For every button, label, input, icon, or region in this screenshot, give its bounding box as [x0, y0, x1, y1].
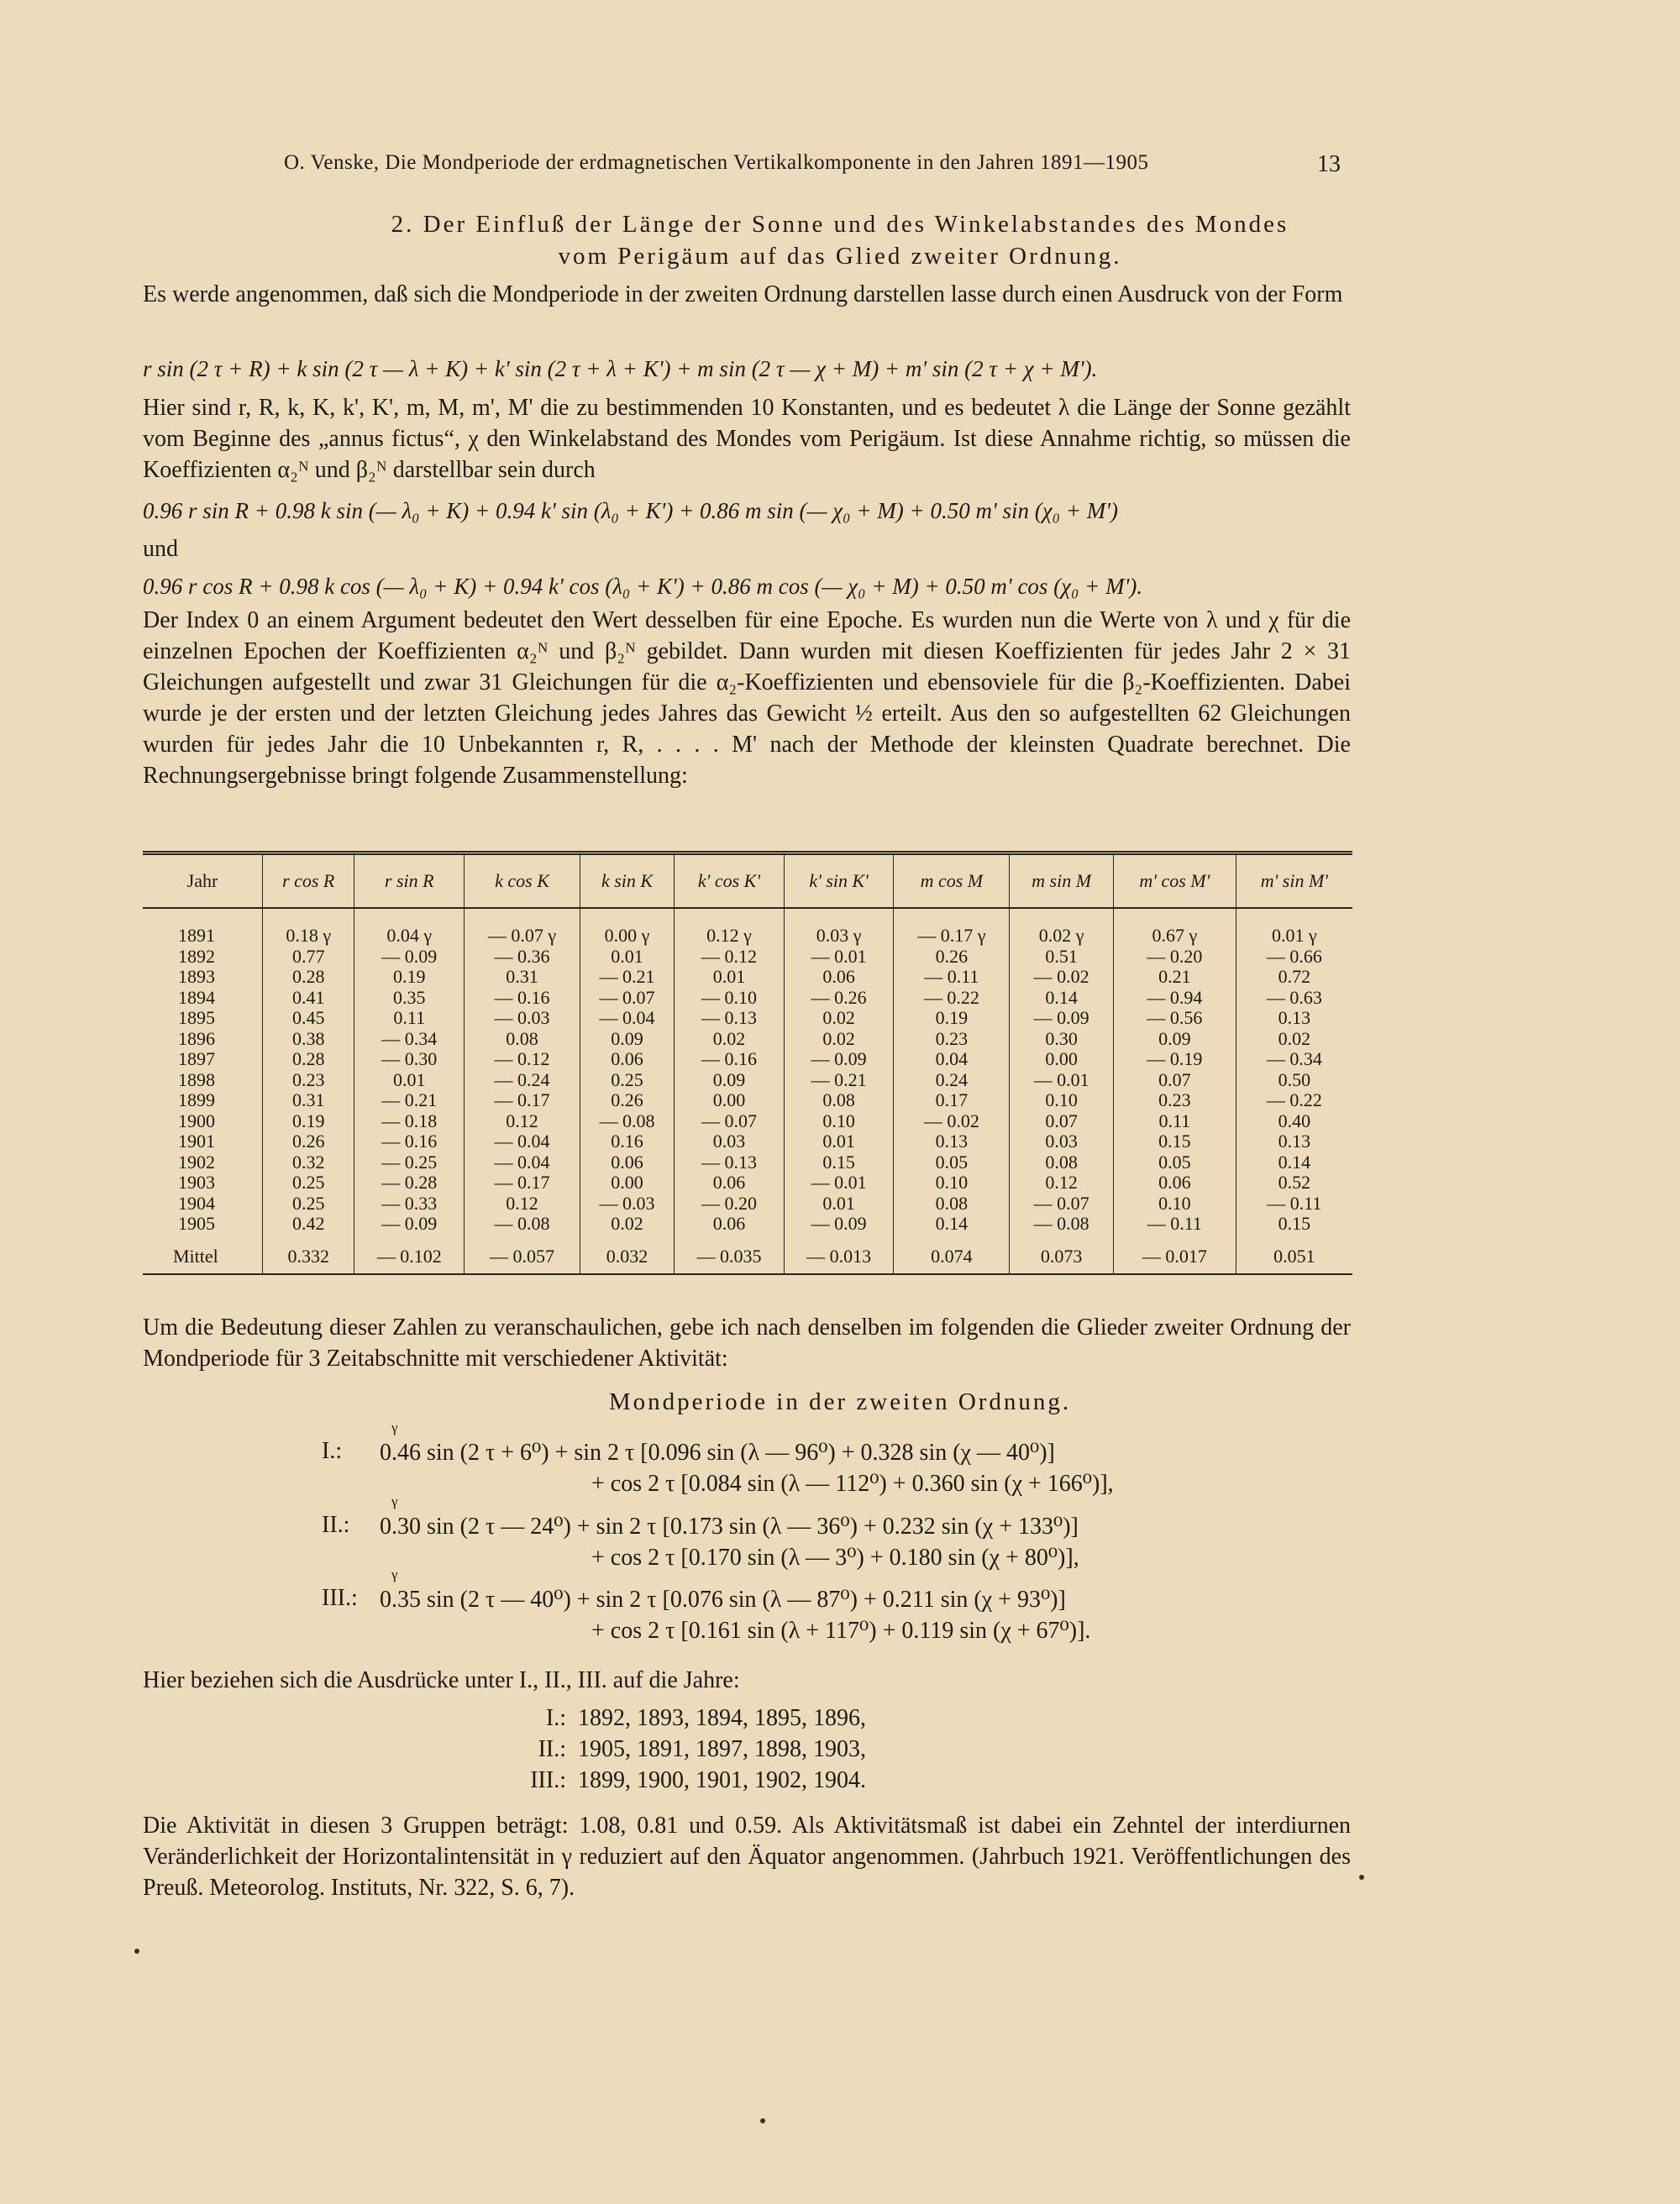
value-cell: 0.02 γ [1010, 908, 1114, 947]
gamma-superscript: γ [391, 1419, 398, 1435]
value-cell: 0.26 [894, 947, 1010, 968]
value-cell: 0.31 [465, 967, 580, 988]
value-cell: 0.52 [1236, 1173, 1352, 1194]
expression-line1: 0.35 sin (2 τ — 40⁰) + sin 2 τ [0.076 sin (λ — 87⁰) + 0.211 sin (χ + 93⁰)] [380, 1587, 1066, 1613]
value-cell: — 0.04 [580, 1008, 674, 1029]
value-cell: 0.25 [580, 1070, 674, 1091]
value-cell: 0.02 [1236, 1029, 1352, 1050]
value-cell: — 0.13 [675, 1008, 785, 1029]
value-cell: — 0.07 [580, 988, 674, 1009]
paper-speck [134, 1949, 139, 1954]
value-cell: — 0.94 [1114, 988, 1236, 1009]
formula-sin: 0.96 r sin R + 0.98 k sin (— λ₀ + K) + 0.94 k' sin (λ₀ + K') + 0.86 m sin (— χ₀ + M) + 0.50 m' sin (χ₀ + M') [143, 498, 1118, 523]
value-cell: 0.00 γ [580, 908, 674, 947]
value-cell: 0.02 [784, 1029, 894, 1050]
value-cell: 0.15 [784, 1152, 894, 1173]
expression-line1: 0.30 sin (2 τ — 24⁰) + sin 2 τ [0.173 sin (λ — 36⁰) + 0.232 sin (χ + 133⁰)] [380, 1514, 1079, 1540]
value-cell: 0.05 [1114, 1152, 1236, 1173]
value-cell: — 0.08 [465, 1214, 580, 1235]
value-cell: 0.08 [465, 1029, 580, 1050]
value-cell: 0.08 [894, 1194, 1010, 1215]
value-cell: 0.04 [894, 1049, 1010, 1070]
year-cell: 1903 [178, 1172, 215, 1194]
table-row [143, 1131, 1352, 1152]
value-cell: 0.17 [894, 1090, 1010, 1111]
value-cell: 0.38 [263, 1029, 354, 1050]
value-cell: 0.40 [1236, 1111, 1352, 1132]
value-cell: — 0.09 [784, 1049, 894, 1070]
value-cell: 0.12 [465, 1194, 580, 1215]
value-cell: — 0.34 [354, 1029, 465, 1050]
value-cell: 0.12 γ [675, 908, 785, 947]
value-cell: — 0.02 [1010, 967, 1114, 988]
mean-value: — 0.035 [675, 1235, 785, 1275]
value-cell: 0.19 [263, 1111, 354, 1132]
table-row [143, 1214, 1352, 1235]
value-cell: — 0.21 [354, 1090, 465, 1111]
page-number: 13 [1317, 151, 1341, 177]
value-cell: 0.72 [1236, 967, 1352, 988]
value-cell: 0.01 γ [1236, 908, 1352, 947]
col-header: Jahr [143, 853, 263, 909]
formula-cos: 0.96 r cos R + 0.98 k cos (— λ₀ + K) + 0.94 k' cos (λ₀ + K') + 0.86 m cos (— χ₀ + M) + 0.50 m' cos (χ₀ + M'). [143, 574, 1143, 599]
table-row [143, 1029, 1352, 1050]
value-cell: 0.06 [1114, 1173, 1236, 1194]
value-cell: 0.01 [784, 1131, 894, 1152]
value-cell: 0.23 [263, 1070, 354, 1091]
value-cell: 0.10 [784, 1111, 894, 1132]
value-cell: — 0.13 [675, 1152, 785, 1173]
value-cell: 0.00 [1010, 1049, 1114, 1070]
value-cell: — 0.03 [465, 1008, 580, 1029]
value-cell: — 0.33 [354, 1194, 465, 1215]
mean-value: — 0.013 [784, 1235, 894, 1275]
mean-value: — 0.102 [354, 1235, 465, 1275]
year-group-label: II.: [538, 1736, 566, 1762]
table-row [143, 1111, 1352, 1132]
value-cell: — 0.07 [1010, 1194, 1114, 1215]
year-cell: 1901 [178, 1131, 215, 1152]
value-cell: 0.11 [1114, 1111, 1236, 1132]
value-cell: — 0.20 [1114, 947, 1236, 968]
results-table [143, 851, 1352, 1275]
table-row [143, 1049, 1352, 1070]
value-cell: — 0.04 [465, 1152, 580, 1173]
value-cell: — 0.56 [1114, 1008, 1236, 1029]
table-row [143, 947, 1352, 968]
value-cell: 0.31 [263, 1090, 354, 1111]
col-header: m' cos M' [1114, 853, 1236, 909]
value-cell: — 0.07 γ [465, 908, 580, 947]
mean-value: 0.032 [580, 1235, 674, 1275]
expression-label: I.: [322, 1438, 343, 1464]
year-cell: 1891 [178, 925, 215, 947]
expression-line2: + cos 2 τ [0.161 sin (λ + 117⁰) + 0.119 sin (χ + 67⁰)]. [591, 1618, 1091, 1644]
value-cell: — 0.08 [580, 1111, 674, 1132]
value-cell: — 0.17 [465, 1173, 580, 1194]
value-cell: — 0.63 [1236, 988, 1352, 1009]
value-cell: 0.07 [1010, 1111, 1114, 1132]
value-cell: 0.09 [675, 1070, 785, 1091]
value-cell: — 0.20 [675, 1194, 785, 1215]
value-cell: 0.41 [263, 988, 354, 1009]
value-cell: 0.32 [263, 1152, 354, 1173]
value-cell: 0.21 [1114, 967, 1236, 988]
value-cell: — 0.17 [465, 1090, 580, 1111]
col-header: m' sin M' [1236, 853, 1352, 909]
value-cell: — 0.30 [354, 1049, 465, 1070]
value-cell: — 0.25 [354, 1152, 465, 1173]
paragraph-constants: Hier sind r, R, k, K, k', K', m, M, m', M' die zu bestimmenden 10 Konstanten, und es bedeutet λ die Länge der Sonne gezählt vom Beginne des „annus fictus“, χ den Winkelabstand des Mondes vom Perigäum. Ist diese Annahme richtig, so müssen die Koeffizienten α₂ᴺ und β₂ᴺ darstellbar sein durch [143, 395, 1351, 483]
value-cell: 0.06 [580, 1049, 674, 1070]
formula-form: r sin (2 τ + R) + k sin (2 τ — λ + K) + k' sin (2 τ + λ + K') + m sin (2 τ — χ + M) + m' sin (2 τ + χ + M'). [143, 356, 1098, 381]
paragraph-illustration: Um die Bedeutung dieser Zahlen zu veranschaulichen, gebe ich nach denselben im folgenden die Glieder zweiter Ordnung der Mondperiode für 3 Zeitabschnitte mit verschiedener Aktivität: [143, 1315, 1351, 1372]
col-header: r sin R [354, 853, 465, 909]
value-cell: 0.02 [784, 1008, 894, 1029]
value-cell: 0.13 [894, 1131, 1010, 1152]
value-cell: 0.04 γ [354, 908, 465, 947]
value-cell: — 0.22 [1236, 1090, 1352, 1111]
value-cell: 0.42 [263, 1214, 354, 1235]
value-cell: 0.25 [263, 1173, 354, 1194]
value-cell: — 0.10 [675, 988, 785, 1009]
table-row [143, 1173, 1352, 1194]
value-cell: 0.19 [894, 1008, 1010, 1029]
value-cell: 0.02 [675, 1029, 785, 1050]
subtitle-mondperiode: Mondperiode in der zweiten Ordnung. [608, 1388, 1072, 1415]
expression-line1: 0.46 sin (2 τ + 6⁰) + sin 2 τ [0.096 sin (λ — 96⁰) + 0.328 sin (χ — 40⁰)] [380, 1440, 1055, 1466]
value-cell: 0.10 [1010, 1090, 1114, 1111]
table-row [143, 1090, 1352, 1111]
gamma-superscript: γ [391, 1566, 398, 1582]
mean-value: 0.332 [263, 1235, 354, 1275]
value-cell: — 0.11 [1114, 1214, 1236, 1235]
value-cell: 0.01 [675, 967, 785, 988]
year-cell: 1899 [178, 1089, 215, 1111]
value-cell: 0.15 [1236, 1214, 1352, 1235]
value-cell: 0.51 [1010, 947, 1114, 968]
year-cell: 1893 [178, 966, 215, 988]
value-cell: 0.67 γ [1114, 908, 1236, 947]
value-cell: — 0.26 [784, 988, 894, 1009]
value-cell: — 0.04 [465, 1131, 580, 1152]
value-cell: — 0.19 [1114, 1049, 1236, 1070]
year-group-label: III.: [530, 1767, 566, 1793]
value-cell: — 0.11 [1236, 1194, 1352, 1215]
year-cell: 1900 [178, 1110, 215, 1131]
value-cell: 0.26 [580, 1090, 674, 1111]
value-cell: 0.77 [263, 947, 354, 968]
value-cell: 0.00 [675, 1090, 785, 1111]
value-cell: — 0.01 [784, 947, 894, 968]
table-header-row [143, 853, 1352, 909]
year-group-list: 1899, 1900, 1901, 1902, 1904. [578, 1767, 866, 1793]
value-cell: 0.12 [465, 1111, 580, 1132]
table-row [143, 967, 1352, 988]
table-row [143, 1152, 1352, 1173]
value-cell: — 0.36 [465, 947, 580, 968]
paragraph-intro: Es werde angenommen, daß sich die Mondperiode in der zweiten Ordnung darstellen lasse durch einen Ausdruck von der Form [143, 281, 1343, 307]
value-cell: 0.11 [354, 1008, 465, 1029]
year-cell: 1902 [178, 1151, 215, 1173]
paragraph-activity: Die Aktivität in diesen 3 Gruppen beträgt: 1.08, 0.81 und 0.59. Als Aktivitätsmaß ist dabei ein Zehntel der interdiurnen Veränderlichkeit der Horizontalintensität in γ reduziert auf den Äquator angenommen. (Jahrbuch 1921. Veröffentlichungen des Preuß. Meteorolog. Instituts, Nr. 322, S. 6, 7). [143, 1813, 1351, 1901]
value-cell: — 0.01 [1010, 1070, 1114, 1091]
value-cell: 0.10 [1114, 1194, 1236, 1215]
value-cell: 0.23 [1114, 1090, 1236, 1111]
value-cell: 0.12 [1010, 1173, 1114, 1194]
col-header: k cos K [465, 853, 580, 909]
mean-value: 0.051 [1236, 1235, 1352, 1275]
value-cell: 0.01 [580, 947, 674, 968]
value-cell: — 0.21 [580, 967, 674, 988]
col-header: k' sin K' [784, 853, 894, 909]
mean-row [143, 1235, 1352, 1275]
year-cell: 1898 [178, 1068, 215, 1090]
value-cell: 0.14 [1236, 1152, 1352, 1173]
value-cell: 0.24 [894, 1070, 1010, 1091]
value-cell: 0.08 [784, 1090, 894, 1111]
col-header: k sin K [580, 853, 674, 909]
year-cell: 1892 [178, 945, 215, 967]
value-cell: — 0.12 [465, 1049, 580, 1070]
value-cell: 0.28 [263, 967, 354, 988]
table-row [143, 1194, 1352, 1215]
value-cell: — 0.66 [1236, 947, 1352, 968]
year-cell: 1894 [178, 986, 215, 1008]
mean-value: — 0.057 [465, 1235, 580, 1275]
year-group-list: 1892, 1893, 1894, 1895, 1896, [578, 1705, 866, 1731]
value-cell: 0.10 [894, 1173, 1010, 1194]
value-cell: — 0.16 [675, 1049, 785, 1070]
value-cell: — 0.22 [894, 988, 1010, 1009]
value-cell: 0.08 [1010, 1152, 1114, 1173]
value-cell: 0.01 [354, 1070, 465, 1091]
year-cell: 1904 [178, 1192, 215, 1214]
col-header: m cos M [894, 853, 1010, 909]
value-cell: 0.14 [894, 1214, 1010, 1235]
value-cell: 0.02 [580, 1214, 674, 1235]
value-cell: 0.06 [580, 1152, 674, 1173]
value-cell: — 0.16 [354, 1131, 465, 1152]
value-cell: 0.01 [784, 1194, 894, 1215]
value-cell: 0.30 [1010, 1029, 1114, 1050]
value-cell: — 0.34 [1236, 1049, 1352, 1070]
value-cell: — 0.07 [675, 1111, 785, 1132]
value-cell: 0.23 [894, 1029, 1010, 1050]
gamma-superscript: γ [391, 1493, 398, 1509]
col-header: r cos R [263, 853, 354, 909]
table-body [143, 908, 1352, 1274]
value-cell: 0.06 [675, 1173, 785, 1194]
value-cell: 0.03 [1010, 1131, 1114, 1152]
table-row [143, 988, 1352, 1009]
year-cell: 1905 [178, 1213, 215, 1235]
value-cell: — 0.17 γ [894, 908, 1010, 947]
value-cell: 0.50 [1236, 1070, 1352, 1091]
word-und: und [143, 536, 178, 562]
value-cell: 0.14 [1010, 988, 1114, 1009]
col-header: k' cos K' [675, 853, 785, 909]
section-title-line2: vom Perigäum auf das Glied zweiter Ordnung. [558, 243, 1122, 270]
value-cell: — 0.09 [354, 1214, 465, 1235]
value-cell: 0.03 γ [784, 908, 894, 947]
value-cell: — 0.02 [894, 1111, 1010, 1132]
mean-value: — 0.017 [1114, 1235, 1236, 1275]
section-title-line1: 2. Der Einfluß der Länge der Sonne und des Winkelabstandes des Mondes [391, 211, 1289, 238]
value-cell: 0.06 [784, 967, 894, 988]
running-header: O. Venske, Die Mondperiode der erdmagnetischen Vertikalkomponente in den Jahren 1891—1905 [284, 151, 1149, 174]
expression-label: III.: [322, 1585, 358, 1611]
value-cell: 0.28 [263, 1049, 354, 1070]
value-cell: — 0.03 [580, 1194, 674, 1215]
paper-speck [760, 2118, 765, 2123]
value-cell: 0.00 [580, 1173, 674, 1194]
expression-label: II.: [322, 1512, 350, 1538]
value-cell: 0.16 [580, 1131, 674, 1152]
value-cell: 0.18 γ [263, 908, 354, 947]
year-cell: 1895 [178, 1007, 215, 1029]
value-cell: — 0.28 [354, 1173, 465, 1194]
value-cell: 0.19 [354, 967, 465, 988]
value-cell: — 0.24 [465, 1070, 580, 1091]
value-cell: 0.13 [1236, 1008, 1352, 1029]
year-cell: 1896 [178, 1027, 215, 1049]
value-cell: — 0.09 [1010, 1008, 1114, 1029]
paragraph-method: Der Index 0 an einem Argument bedeutet den Wert desselben für eine Epoche. Es wurden nun die Werte von λ und χ für die einzelnen Epochen der Koeffizienten α₂ᴺ und β₂ᴺ gebildet. Dann wurden mit diesen Koeffizienten für jedes Jahr 2 × 31 Gleichungen aufgestellt und zwar 31 Gleichungen für die α₂-Koeffizienten und ebensoviele für die β₂-Koeffizienten. Dabei wurde je der ersten und der letzten Gleichung jedes Jahres das Gewicht ½ erteilt. Aus den so aufgestellten 62 Gleichungen wurden für jedes Jahr die 10 Unbekannten r, R, . . . . M' nach der Methode der kleinsten Quadrate berechnet. Die Rechnungsergebnisse bringt folgende Zusammenstellung: [143, 607, 1351, 789]
value-cell: 0.09 [580, 1029, 674, 1050]
value-cell: — 0.09 [784, 1214, 894, 1235]
value-cell: 0.05 [894, 1152, 1010, 1173]
value-cell: 0.26 [263, 1131, 354, 1152]
col-header: m sin M [1010, 853, 1114, 909]
expression-line2: + cos 2 τ [0.084 sin (λ — 112⁰) + 0.360 sin (χ + 166⁰)], [591, 1471, 1114, 1497]
value-cell: 0.03 [675, 1131, 785, 1152]
value-cell: 0.45 [263, 1008, 354, 1029]
mean-value: 0.074 [894, 1235, 1010, 1275]
value-cell: 0.13 [1236, 1131, 1352, 1152]
table-row [143, 1070, 1352, 1091]
value-cell: 0.25 [263, 1194, 354, 1215]
table-row [143, 1008, 1352, 1029]
value-cell: — 0.11 [894, 967, 1010, 988]
value-cell: — 0.12 [675, 947, 785, 968]
mean-label: Mittel [143, 1235, 263, 1275]
value-cell: 0.15 [1114, 1131, 1236, 1152]
value-cell: — 0.18 [354, 1111, 465, 1132]
value-cell: 0.35 [354, 988, 465, 1009]
value-cell: 0.09 [1114, 1029, 1236, 1050]
value-cell: 0.07 [1114, 1070, 1236, 1091]
value-cell: — 0.16 [465, 988, 580, 1009]
table-row [143, 908, 1352, 947]
value-cell: — 0.01 [784, 1173, 894, 1194]
paragraph-years-intro: Hier beziehen sich die Ausdrücke unter I., II., III. auf die Jahre: [143, 1667, 740, 1693]
paper-speck [1359, 1875, 1364, 1880]
value-cell: — 0.08 [1010, 1214, 1114, 1235]
expression-line2: + cos 2 τ [0.170 sin (λ — 3⁰) + 0.180 sin (χ + 80⁰)], [591, 1545, 1079, 1571]
mean-value: 0.073 [1010, 1235, 1114, 1275]
year-cell: 1897 [178, 1048, 215, 1070]
value-cell: 0.06 [675, 1214, 785, 1235]
year-group-label: I.: [545, 1705, 566, 1731]
value-cell: — 0.09 [354, 947, 465, 968]
section-title [0, 208, 1680, 272]
year-group-list: 1905, 1891, 1897, 1898, 1903, [578, 1736, 866, 1762]
value-cell: — 0.21 [784, 1070, 894, 1091]
